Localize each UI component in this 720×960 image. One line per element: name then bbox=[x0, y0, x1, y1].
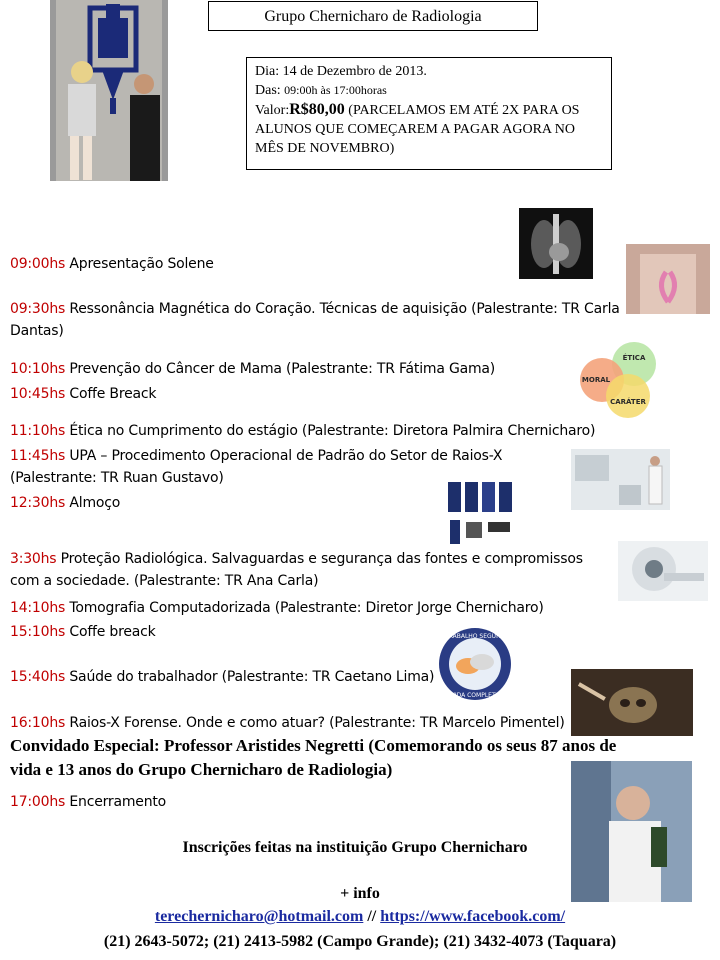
email-link[interactable]: terechernicharo@hotmail.com bbox=[154, 908, 364, 925]
venn-label-etica: ÉTICA bbox=[622, 354, 646, 362]
schedule-item-1700: 17:00hs Encerramento bbox=[10, 794, 167, 810]
schedule-item-1110: 11:10hs Ética no Cumprimento do estágio (Palestrante: Diretora Palmira Chernicharo) bbox=[10, 423, 596, 439]
safe-work-badge bbox=[434, 626, 516, 702]
registration-note: Inscrições feitas na instituição Grupo Chernicharo bbox=[182, 839, 528, 856]
schedule-item-0900: 09:00hs Apresentação Solene bbox=[10, 256, 214, 272]
badge-top-text: TRABALHO SEGURO bbox=[445, 633, 505, 640]
event-date: Dia: 14 de Dezembro de 2013. bbox=[255, 64, 427, 79]
schedule-item-1145: 11:45hs UPA – Procedimento Operacional de Padrão do Setor de Raios-X (Palestrante: TR Ruan Gustavo) bbox=[10, 448, 503, 486]
facebook-link[interactable]: https://www.facebook.com/ bbox=[380, 908, 566, 925]
schedule-item-1010: 10:10hs Prevenção do Câncer de Mama (Palestrante: TR Fátima Gama) bbox=[10, 361, 496, 377]
event-hours: Das: 09:00h às 17:00horas bbox=[255, 83, 387, 98]
hospital-room-image bbox=[571, 449, 670, 510]
ct-scanner-image bbox=[618, 541, 708, 601]
schedule-item-0330: 3:30hs Proteção Radiológica. Salvaguardas e segurança das fontes e compromissos com a sociedade. (Palestrante: TR Ana Carla) bbox=[10, 551, 583, 589]
ethics-venn-diagram bbox=[578, 340, 658, 420]
schedule-item-1045: 10:45hs Coffe Breack bbox=[10, 386, 157, 402]
page-title: Grupo Chernicharo de Radiologia bbox=[208, 1, 538, 31]
special-guest: Convidado Especial: Professor Aristides Negretti (Comemorando os seus 87 anos de vida e 13 anos do Grupo Chernicharo de Radiologia) bbox=[10, 736, 617, 779]
phone-numbers: (21) 2643-5072; (21) 2413-5982 (Campo Grande); (21) 3432-4073 (Taquara) bbox=[103, 933, 617, 950]
schedule-item-1610: 16:10hs Raios-X Forense. Onde e como atuar? (Palestrante: TR Marcelo Pimentel) bbox=[10, 715, 565, 731]
more-info-label: + info bbox=[340, 885, 380, 902]
founders-photo bbox=[50, 0, 168, 181]
forensic-skull-image bbox=[571, 669, 693, 736]
schedule-item-1510: 15:10hs Coffe breack bbox=[10, 624, 156, 640]
schedule-item-1410: 14:10hs Tomografia Computadorizada (Palestrante: Diretor Jorge Chernicharo) bbox=[10, 600, 544, 616]
founders-photo-art bbox=[50, 0, 168, 181]
schedule-item-1230: 12:30hs Almoço bbox=[10, 495, 121, 511]
contact-links: terechernicharo@hotmail.com // https://www.facebook.com/ bbox=[154, 908, 566, 925]
lead-aprons-image bbox=[444, 480, 516, 548]
schedule-item-0930: 09:30hs Ressonância Magnética do Coração. Técnicas de aquisição (Palestrante: TR Carla Dantas) bbox=[10, 301, 620, 339]
event-price: Valor:R$80,00 (PARCELAMOS EM ATÉ 2X PARA OS ALUNOS QUE COMEÇAREM A PAGAR AGORA NO MÊS DE NOVEMBRO) bbox=[255, 101, 580, 156]
badge-bottom-text: VIDA COMPLETA bbox=[450, 692, 500, 699]
schedule-item-1540: 15:40hs Saúde do trabalhador (Palestrante: TR Caetano Lima) bbox=[10, 669, 435, 685]
guest-professor-photo bbox=[571, 761, 692, 902]
event-info-box bbox=[246, 57, 612, 170]
breast-cancer-image bbox=[626, 244, 710, 314]
venn-label-carater: CARÁTER bbox=[610, 398, 646, 406]
venn-label-moral: MORAL bbox=[581, 376, 611, 384]
